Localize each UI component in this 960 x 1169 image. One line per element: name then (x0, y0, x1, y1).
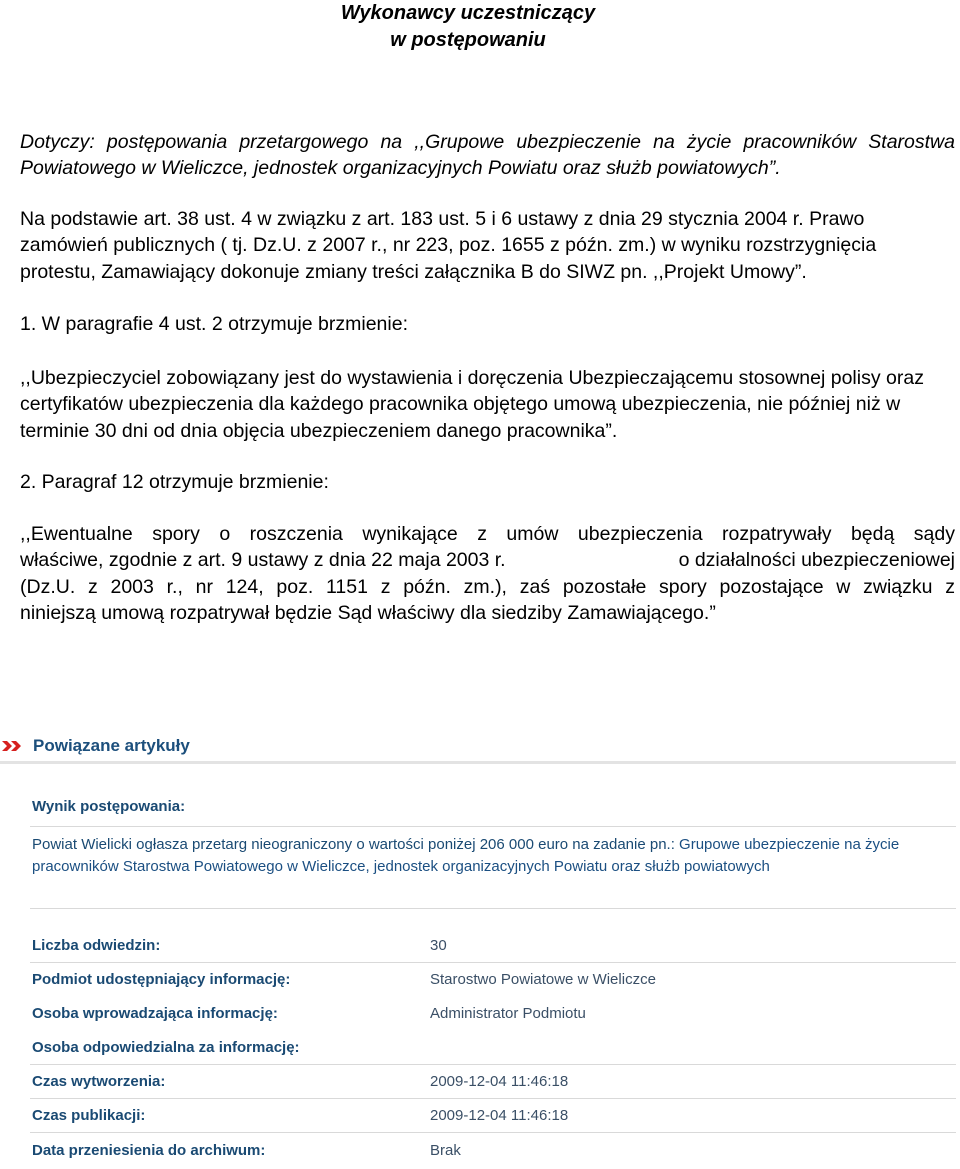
divider (30, 1064, 956, 1065)
point-1-title: 1. W paragrafie 4 ust. 2 otrzymuje brzmienie: (20, 313, 408, 335)
point-2-line-4: niniejszą umową rozpatrywał będzie Sąd właściwy dla siedziby Zamawiającego.” (20, 601, 716, 624)
meta-row-published (32, 1104, 952, 1128)
heading-line-1: Wykonawcy uczestniczący (340, 2, 596, 24)
meta-label: Podmiot udostępniający informację: (32, 971, 291, 988)
dotyczy-paragraph: Dotyczy: postępowania przetargowego na ,,Grupowe ubezpieczenie na życie pracowników Starostwa Powiatowego w Wieliczce, jednostek organizacyjnych Powiatu oraz służb powiatowych”. (20, 131, 955, 180)
result-label: Wynik postępowania: (32, 798, 186, 815)
meta-value: Starostwo Powiatowe w Wieliczce (430, 971, 656, 988)
related-articles-header (0, 732, 956, 764)
point-2-line-3: (Dz.U. z 2003 r., nr 124, poz. 1151 z późn. zm.), zaś pozostałe spory pozostające w związku z (20, 575, 955, 598)
meta-row-responsible (32, 1036, 952, 1060)
intro-paragraph: Na podstawie art. 38 ust. 4 w związku z art. 183 ust. 5 i 6 ustawy z dnia 29 stycznia 2004 r. Prawo zamówień publicznych ( tj. Dz.U. z 2007 r., nr 223, poz. 1655 z późn. zm.) w wyniku rozstrzygnięcia protestu, Zamawiający dokonuje zmiany treści załącznika B do SIWZ pn. ,,Projekt Umowy”. (20, 208, 877, 283)
divider (30, 1132, 956, 1133)
heading-line-2: w postępowaniu (390, 29, 546, 51)
meta-row-visits (32, 934, 952, 958)
result-link[interactable]: Grupowe ubezpieczenie na życie pracowników Starostwa Powiatowego w Wieliczce, jednostek organizacyjnych Powiatu oraz służb powiatowych (32, 836, 900, 875)
result-text-prefix: Powiat Wielicki ogłasza przetarg nieograniczony o wartości poniżej 206 000 euro na zadanie pn.: (32, 836, 675, 853)
divider (30, 962, 956, 963)
meta-value: Administrator Podmiotu (430, 1005, 586, 1022)
divider (30, 826, 956, 827)
divider (30, 908, 956, 909)
meta-label: Osoba odpowiedzialna za informację: (32, 1039, 300, 1056)
meta-value: 2009-12-04 11:46:18 (430, 1107, 569, 1124)
meta-row-created (32, 1070, 952, 1094)
result-text (32, 834, 932, 877)
point-2-line-2 (20, 547, 955, 573)
divider (30, 1098, 956, 1099)
meta-row-entered-by (32, 1002, 952, 1026)
meta-value: 30 (430, 937, 447, 954)
meta-row-archived (32, 1139, 952, 1163)
meta-label: Osoba wprowadzająca informację: (32, 1005, 278, 1022)
double-arrow-right-icon (2, 740, 24, 752)
meta-value: Brak (430, 1142, 461, 1159)
point-2-line-2b: o działalności ubezpieczeniowej (678, 549, 955, 572)
meta-label: Data przeniesienia do archiwum: (32, 1142, 266, 1159)
meta-value: 2009-12-04 11:46:18 (430, 1073, 569, 1090)
point-2-text (20, 521, 955, 626)
related-articles-title: Powiązane artykuły (33, 736, 190, 755)
meta-label: Czas publikacji: (32, 1107, 146, 1124)
point-2-title: 2. Paragraf 12 otrzymuje brzmienie: (20, 471, 329, 493)
document-heading (0, 0, 936, 54)
point-1-text: ,,Ubezpieczyciel zobowiązany jest do wystawienia i doręczenia Ubezpieczającemu stosownej polisy oraz certyfikatów ubezpieczenia dla każdego pracownika objętego umową ubezpieczenia, nie później niż w terminie 30 dni od dnia objęcia ubezpieczeniem danego pracownika”. (20, 367, 924, 442)
meta-row-publisher (32, 968, 952, 992)
point-2-line-2a: właściwe, zgodnie z art. 9 ustawy z dnia 22 maja 2003 r. (20, 549, 506, 572)
meta-label: Liczba odwiedzin: (32, 937, 161, 954)
meta-label: Czas wytworzenia: (32, 1073, 166, 1090)
point-2-line-1: ,,Ewentualne spory o roszczenia wynikające z umów ubezpieczenia rozpatrywały będą sądy (20, 523, 955, 545)
